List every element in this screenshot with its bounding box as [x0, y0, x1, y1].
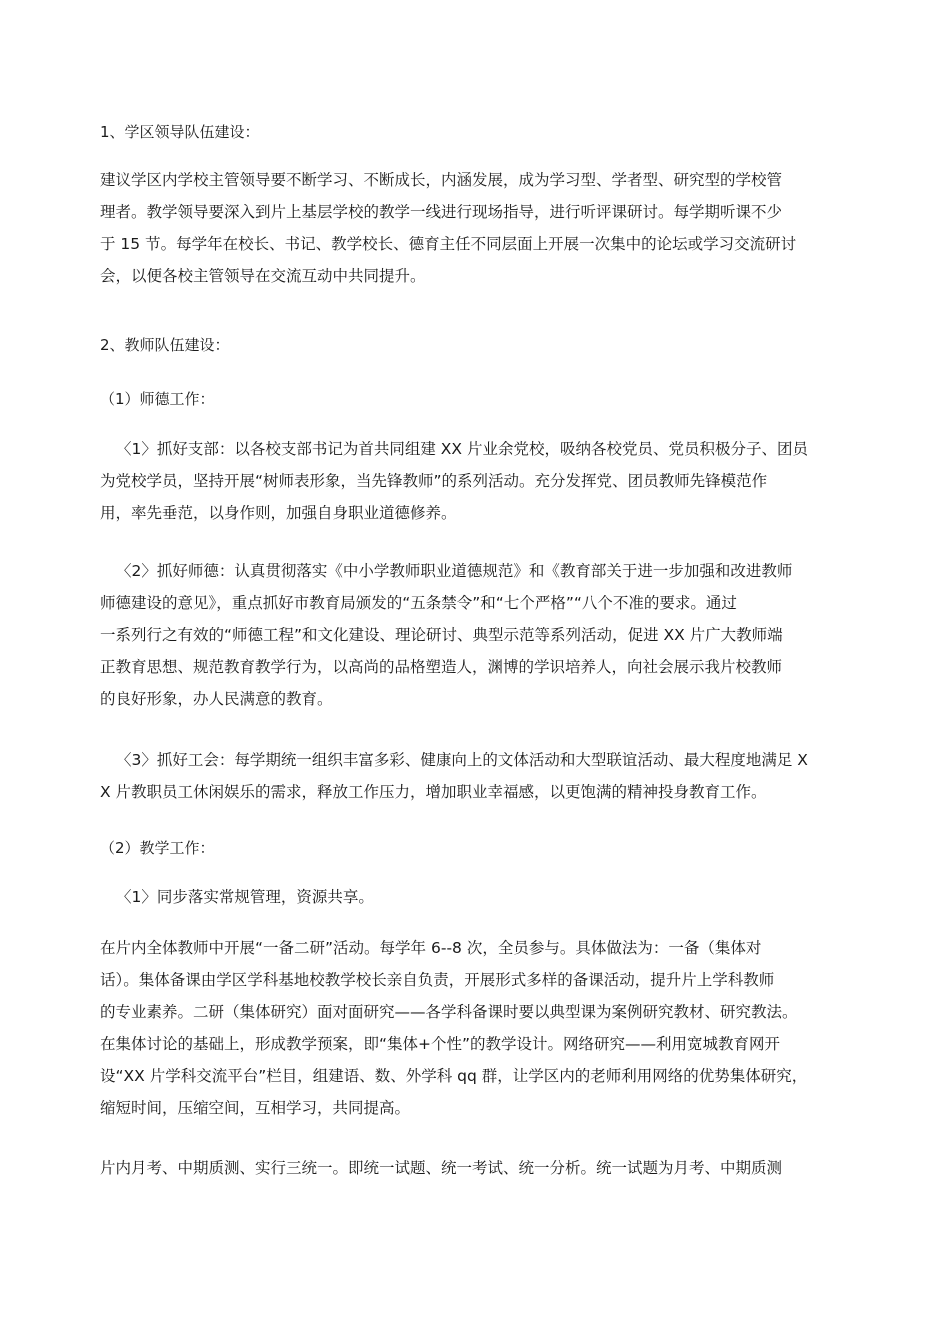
section-heading-leadership: 1、学区领导队伍建设： [100, 123, 260, 141]
text-line: 理者。教学领导要深入到片上基层学校的教学一线进行现场指导，进行听评课研讨。每学期听课不少 [100, 203, 783, 221]
paragraph-prep-research [100, 932, 860, 1124]
paragraph-branch [100, 433, 860, 529]
text-line: 片内月考、中期质测、实行三统一。即统一试题、统一考试、统一分析。统一试题为月考、中期质测 [100, 1159, 783, 1177]
text-line: 〈1〉抓好支部：以各校支部书记为首共同组建 XX 片业余党校，吸纳各校党员、党员积极分子、团员 [116, 440, 808, 458]
text-line: 一系列行之有效的“师德工程”和文化建设、理论研讨、典型示范等系列活动，促进 XX 片广大教师端 [100, 626, 783, 644]
text-line: 会，以便各校主管领导在交流互动中共同提升。 [100, 267, 426, 285]
text-line: 缩短时间，压缩空间，互相学习，共同提高。 [100, 1099, 411, 1117]
text-line: 的专业素养。二研（集体研究）面对面研究——各学科备课时要以典型课为案例研究教材、研究教法。 [100, 1003, 798, 1021]
subsection-heading-teaching: （2）教学工作： [100, 839, 215, 857]
text-line: 为党校学员，坚持开展“树师表形象，当先锋教师”的系列活动。充分发挥党、团员教师先锋模范作 [100, 472, 768, 490]
paragraph-routine [100, 881, 860, 913]
text-line: 师德建设的意见》，重点抓好市教育局颁发的“五条禁令”和“七个严格”“八个不准的要求。通过 [100, 594, 737, 612]
text-line: 在集体讨论的基础上，形成教学预案，即“集体+个性”的教学设计。网络研究——利用宽城教育网开 [100, 1035, 781, 1053]
text-line: 〈2〉抓好师德：认真贯彻落实《中小学教师职业道德规范》和《教育部关于进一步加强和改进教师 [116, 562, 793, 580]
text-line: 在片内全体教师中开展“一备二研”活动。每学年 6--8 次，全员参与。具体做法为：一备（集体对 [100, 939, 762, 957]
paragraph-union [100, 744, 860, 808]
text-line: 话）。集体备课由学区学科基地校教学校长亲自负责，开展形式多样的备课活动，提升片上学科教师 [100, 971, 775, 989]
paragraph-leadership [100, 164, 860, 292]
text-line: 的良好形象，办人民满意的教育。 [100, 690, 333, 708]
text-line: X 片教职员工休闲娱乐的需求，释放工作压力，增加职业幸福感，以更饱满的精神投身教育工作。 [100, 783, 767, 801]
text-line: 〈3〉抓好工会：每学期统一组织丰富多彩、健康向上的文体活动和大型联谊活动、最大程度地满足 X [116, 751, 808, 769]
text-line: 设“XX 片学科交流平台”栏目，组建语、数、外学科 qq 群，让学区内的老师利用网络的优势集体研究， [100, 1067, 808, 1085]
paragraph-exams [100, 1152, 860, 1184]
text-line: 正教育思想、规范教育教学行为，以高尚的品格塑造人，渊博的学识培养人，向社会展示我片校教师 [100, 658, 783, 676]
text-line: 建议学区内学校主管领导要不断学习、不断成长，内涵发展，成为学习型、学者型、研究型的学校管 [100, 171, 783, 189]
text-line: 〈1〉同步落实常规管理，资源共享。 [116, 888, 374, 906]
subsection-heading-ethics: （1）师德工作： [100, 390, 215, 408]
paragraph-ethics [100, 555, 860, 715]
text-line: 用，率先垂范，以身作则，加强自身职业道德修养。 [100, 504, 457, 522]
section-heading-teachers: 2、教师队伍建设： [100, 336, 230, 354]
text-line: 于 15 节。每学年在校长、书记、教学校长、德育主任不同层面上开展一次集中的论坛或学习交流研讨 [100, 235, 797, 253]
